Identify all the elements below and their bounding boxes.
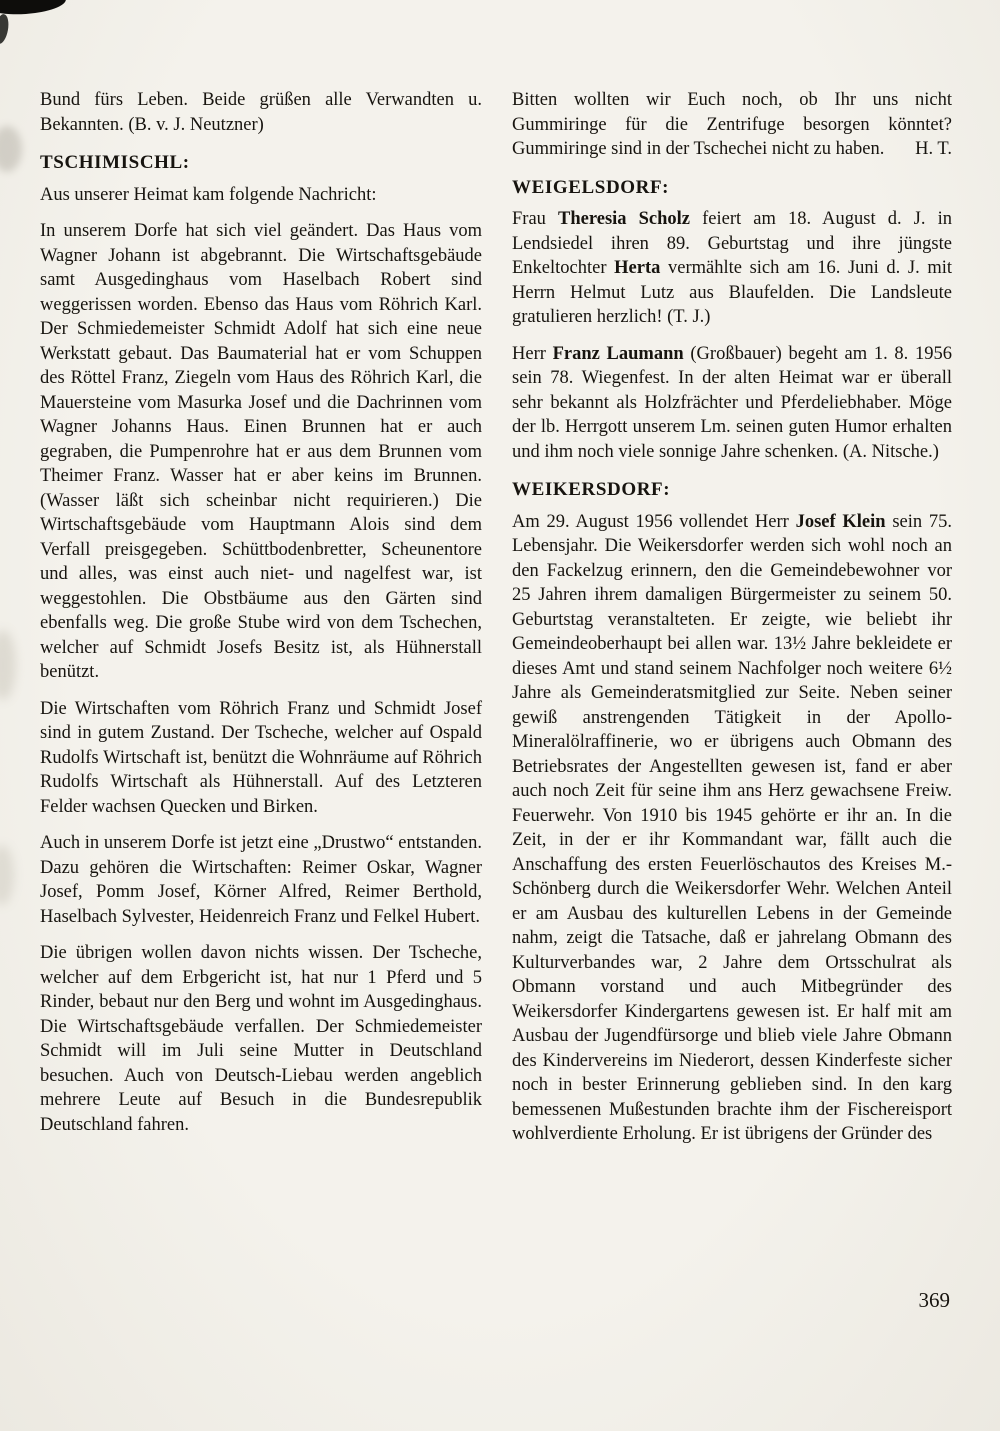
left-column bbox=[40, 88, 482, 1149]
paragraph bbox=[40, 219, 482, 685]
text-run: Am 29. August 1956 vollendet Herr bbox=[512, 511, 796, 532]
scan-smudge bbox=[0, 630, 16, 700]
page-number: 369 bbox=[918, 1288, 950, 1312]
person-name-bold: Theresia Scholz bbox=[558, 209, 691, 229]
section-heading bbox=[512, 478, 952, 503]
person-name-bold: Herta bbox=[614, 258, 661, 278]
text-run: Frau bbox=[512, 209, 559, 229]
text-run: feiert am 18. August d. J. in Lendsiedel ihren 89. Geburtstag und ihre jüngste Enkeltochter bbox=[512, 209, 952, 278]
text-run: Aus unserer Heimat kam folgende Nachricht: bbox=[40, 184, 377, 205]
text-run: In unserem Dorfe hat sich viel geändert. Das Haus vom Wagner Johann ist abgebrannt. Die Wirtschaftsgebäude samt Ausgedinghaus vom Haselbach Robert sind weggerissen worden. Ebenso das Haus vom Röhrich Karl. Der Schmiedemeister Schmidt Adolf hat sich eine neue Werkstatt gebaut. Das Baumaterial hat er vom Schuppen des Röttel Franz, Ziegeln vom Haus des Röhrich Karl, die Mauersteine vom Masurka Josef und die Dachrinnen vom Wagner Johanns Haus. Einen Brunnen hat er auch gegraben, die Pumpenrohre hat er aus dem Brunnen vom Theimer Franz. Wasser hat er aber keins im Brunnen. (Wasser läßt sich scheinbar nicht requirieren.) Die Wirtschaftsgebäude vom Hauptmann Alois sind dem Verfall preisgegeben. Schüttbodenbretter, Scheunentore und alles, was einst auch niet- und nagelfest war, ist weggestohlen. Die Obstbäume aus den Gärten sind ebenfalls weg. Die große Stube wird von dem Tschechen, welcher auf Schmidt Josefs Besitz ist, als Hühnerstall benützt. bbox=[40, 221, 482, 682]
section-heading bbox=[40, 151, 482, 176]
scan-artifact-edge bbox=[0, 13, 11, 45]
text-run: vermählte sich am 16. Juni d. J. mit Herrn Helmut Lutz aus Blaufelden. Die Landsleute gratulieren herzlich! (T. J.) bbox=[512, 258, 953, 327]
text-run: sein 75. Lebensjahr. Die Weikersdorfer werden sich wohl noch an den Fackelzug erinnern, den die Gemeindebewohner vor 25 Jahren ihrem damaligen Bürgermeister zu seinem 50. Geburtstag veranstalteten. Er zeigte, wie beliebt ihr Gemeindeoberhaupt bei allen war. 13½ Jahre bekleidete er dieses Amt und stand seinem Nachfolger noch weitere 6½ Jahre als Gemeinderatsmitglied zur Seite. Neben seiner gewiß anstrengenden Tätigkeit in der Apollo-Mineralölraffinerie, wo er übrigens auch Obmann des Betriebsrates der Angestellten gewesen ist, fand er aber auch noch Zeit für seine ihm ans Herz gewachsene Freiw. Feuerwehr. Von 1910 bis 1945 gehörte er ihr an. In die Zeit, in der er ihr Kommandant war, fällt auch die Anschaffung des ersten Feuerlöschautos des Kreises M.-Schönberg durch die Weikersdorfer Wehr. Welchen Anteil er am Ausbau des kulturellen Lebens in der Gemeinde nahm, zeigt die Tatsache, daß er jahrelang Obmann des Kulturverbandes war, 2 Jahre dem Ortsschulrat als Obmann vorstand und auch Mitbegründer des Weikersdorfer Kindergartens gewesen ist. Er half mit am Ausbau der Jugendfürsorge und blieb viele Jahre Obmann des Kindervereins im Niederort, dessen Kinderfeste sicher noch in bester Erinnerung geblieben sind. In den karg bemessenen Mußestunden brachte ihm der Fischereisport wohlverdiente Erholung. Er ist übrigens der Gründer des bbox=[512, 511, 952, 1144]
paragraph bbox=[512, 207, 952, 330]
paragraph bbox=[512, 88, 952, 162]
scan-smudge bbox=[0, 126, 22, 172]
text-run: Die Wirtschaften vom Röhrich Franz und Schmidt Josef sind in gutem Zustand. Der Tscheche, welcher auf Ospald Rudolfs Wirtschaft ist, benützt die Wohnräume auf Röhrich Rudolfs Wirtschaft als Hühnerstall. Auf des Letzteren Felder wachsen Quecken und Birken. bbox=[40, 698, 482, 817]
text-run: Herr bbox=[512, 343, 553, 364]
section-heading bbox=[512, 176, 952, 201]
text-run: TSCHIMISCHL: bbox=[40, 152, 190, 173]
text-run: Die übrigen wollen davon nichts wissen. Der Tscheche, welcher auf dem Erbgericht ist, hat nur 1 Pferd und 5 Rinder, bebaut nur den Berg und wohnt im Ausgedinghaus. Die Wirtschaftsgebäude verfallen. Der Schmiedemeister Schmidt will im Juli seine Mutter in Deutschland besuchen. Auch von Deutsch-Liebau werden angeblich mehrere Leute auf Besuch in die Bundesrepublik Deutschland fahren. bbox=[40, 943, 482, 1135]
paragraph bbox=[40, 831, 482, 929]
paragraph bbox=[40, 697, 482, 820]
text-run: WEIKERSDORF: bbox=[512, 479, 671, 500]
paragraph bbox=[40, 183, 482, 208]
scan-smudge bbox=[0, 845, 14, 905]
text-run: (Großbauer) begeht am 1. 8. 1956 sein 78. Wiegenfest. In der alten Heimat war er überall sehr bekannt als Holzfrächter und Pferdeliebhaber. Möge der lb. Herrgott unserem Lm. seinen guten Humor erhalten und ihm noch viele sonnige Jahre schenken. (A. Nitsche.) bbox=[512, 343, 952, 462]
paragraph bbox=[40, 88, 482, 137]
paragraph bbox=[40, 941, 482, 1137]
person-name-bold: Josef Klein bbox=[795, 511, 886, 532]
right-column bbox=[512, 88, 952, 1159]
signature-initials: H. T. bbox=[915, 139, 952, 159]
text-run: WEIGELSDORF: bbox=[512, 176, 670, 198]
text-run: Bitten wollten wir Euch noch, ob Ihr uns nicht Gummiringe für die Zentrifuge besorgen könntet? Gummiringe sind in der Tschechei nicht zu haben. bbox=[512, 90, 952, 159]
paragraph bbox=[512, 510, 952, 1147]
scan-artifact-corner bbox=[0, 0, 67, 17]
text-run: Auch in unserem Dorfe ist jetzt eine „Drustwo“ entstanden. Dazu gehören die Wirtschaften: Reimer Oskar, Wagner Josef, Pomm Josef, Körner Alfred, Reimer Berthold, Haselbach Sylvester, Heidenreich Franz und Felkel Hubert. bbox=[40, 833, 482, 927]
paragraph bbox=[512, 342, 952, 465]
person-name-bold: Franz Laumann bbox=[552, 343, 684, 364]
text-run: Bund fürs Leben. Beide grüßen alle Verwandten u. Bekannten. (B. v. J. Neutzner) bbox=[40, 90, 482, 135]
